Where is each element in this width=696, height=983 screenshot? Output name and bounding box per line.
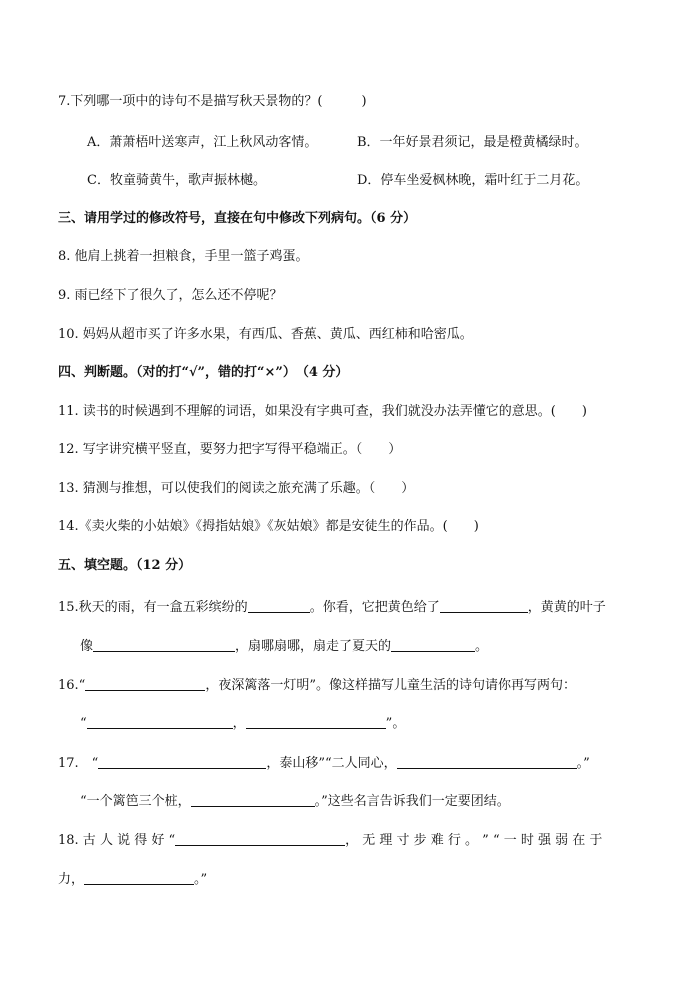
q16-blank-1[interactable] [85,676,205,691]
q7-option-d: D．停车坐爱枫林晚，霜叶红于二月花。 [357,173,589,188]
question-12: 12. 写字讲究横平竖直，要努力把字写得平稳端正。（ ） [58,442,402,457]
q15-blank-1[interactable] [248,598,310,613]
q18-text-4: 。” [194,872,208,887]
q15-text-1: 15.秋天的雨，有一盒五彩缤纷的 [58,600,248,615]
q18-blank-2[interactable] [84,870,194,885]
question-17-line-2 [80,792,510,808]
question-10: 10. 妈妈从超市买了许多水果，有西瓜、香蕉、黄瓜、西红柿和哈密瓜。 [58,327,473,342]
q18-blank-1[interactable] [175,831,345,846]
question-18-line-2 [58,870,207,886]
q16-text-3: “ [80,716,87,731]
question-15-line-1 [58,598,606,614]
section-3-heading: 三、请用学过的修改符号，直接在句中修改下列病句。（6 分） [58,211,417,226]
q17-text-4: “一个篱笆三个桩， [80,794,191,809]
q18-text-3: 力， [58,872,85,887]
question-13: 13. 猜测与推想，可以使我们的阅读之旅充满了乐趣。（ ） [58,481,415,496]
q7-option-a: A．萧萧梧叶送寒声，江上秋风动客情。 [87,135,318,150]
q16-blank-3[interactable] [246,714,386,729]
q15-text-5: ，扇哪扇哪，扇走了夏天的 [235,639,392,654]
q16-text-5: ”。 [385,716,406,731]
q15-blank-4[interactable] [391,637,475,652]
question-16-line-2 [80,714,405,730]
question-11: 11. 读书的时候遇到不理解的词语，如果没有字典可查，我们就没办法弄懂它的意思。( ) [58,404,587,419]
q16-blank-2[interactable] [87,714,233,729]
q17-blank-1[interactable] [98,754,266,769]
q18-text-2: ， 无 理 寸 步 难 行 。 ” “ 一 时 强 弱 在 于 [345,833,603,848]
q17-text-1: 17. “ [58,756,99,771]
q17-blank-2[interactable] [397,754,577,769]
section-5-heading: 五、填空题。（12 分） [58,558,192,573]
q17-text-5: 。”这些名言告诉我们一定要团结。 [314,794,510,809]
q7-option-b: B．一年好景君须记，最是橙黄橘绿时。 [357,135,588,150]
section-4-heading: 四、判断题。（对的打“√”，错的打“×”） （4 分） [58,365,349,380]
question-15-line-2 [80,637,488,653]
q17-text-3: 。” [576,756,590,771]
question-14: 14.《卖火柴的小姑娘》《拇指姑娘》《灰姑娘》都是安徒生的作品。( ) [58,519,479,534]
question-18-line-1 [58,831,602,847]
question-16-line-1 [58,676,576,692]
question-8: 8. 他肩上挑着一担粮食，手里一篮子鸡蛋。 [58,249,309,264]
q15-text-3: ，黄黄的叶子 [527,600,606,615]
q18-text-1: 18. 古 人 说 得 好 “ [58,833,176,848]
q15-blank-3[interactable] [93,637,235,652]
q16-text-2: ，夜深篱落一灯明”。像这样描写儿童生活的诗句请你再写两句： [205,678,576,693]
q15-text-4: 像 [80,639,94,654]
q16-text-1: 16.“ [58,678,86,693]
q16-text-4: ， [232,716,246,731]
q17-blank-3[interactable] [191,792,315,807]
q17-text-2: ，泰山移”“二人同心， [266,756,397,771]
q7-option-c: C．牧童骑黄牛，歌声振林樾。 [87,173,266,188]
question-9: 9. 雨已经下了很久了，怎么还不停呢？ [58,288,283,303]
q15-text-6: 。 [475,639,489,654]
q15-blank-2[interactable] [440,598,528,613]
question-17-line-1 [58,754,590,770]
q7-stem: 7.下列哪一项中的诗句不是描写秋天景物的？( ) [58,94,367,109]
q15-text-2: 。你看，它把黄色给了 [309,600,440,615]
